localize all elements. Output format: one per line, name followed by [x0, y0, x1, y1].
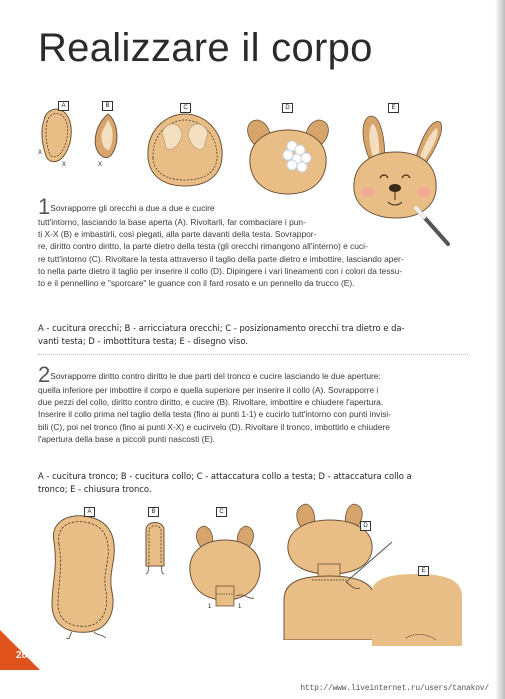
step1-line: re tutt'intorno (C). Rivoltare la testa attraverso il taglio della parte dietro e imbottire, lasciando aper-	[38, 253, 404, 264]
step2-instructions	[38, 362, 470, 445]
figure-label: E	[388, 103, 399, 113]
step2-line	[38, 362, 470, 387]
figure-label: B	[102, 101, 113, 111]
figure-label: E	[418, 566, 429, 576]
page-edge	[495, 0, 505, 699]
figure-step2-c	[182, 516, 268, 612]
step1-line: re, diritto contro diritto, la parte dietro della testa (gli orecchi rimangono all'interno) e cuci-	[38, 241, 368, 252]
step-number: 2	[38, 362, 51, 387]
caption-line: A - cucitura tronco; B - cucitura collo; C - attaccatura collo a testa; D - attaccatura collo a	[38, 471, 412, 481]
step-number: 1	[38, 194, 51, 219]
figure-step2-a	[42, 512, 134, 640]
step2-caption	[38, 470, 470, 495]
mark-x: X	[62, 162, 67, 168]
step2-line: bili (C), poi nel tronco (fino ai punti X-X) e cucirvelo (D). Rivoltare il tronco, imbottirlo e chiudere	[38, 421, 390, 432]
step1-line-text: Sovrapporre gli orecchi a due a due e cucire	[50, 203, 215, 213]
figure-label: A	[84, 507, 95, 517]
figure-step1-d	[240, 108, 336, 198]
step2-line: Inserire il collo prima nel taglio della testa (fino ai punti 1-1) e cucirlo tutt'intorno con punti invisi-	[38, 409, 392, 420]
step2-line-text: Sovrapporre diritto contro diritto le due parti del tronco e cucire lasciando le due aperture:	[50, 371, 381, 381]
step1-instructions	[38, 194, 470, 289]
step1-line: to e il pennellino e "sporcare" le guance con il fard rosato e un pennello da trucco (E).	[38, 278, 355, 289]
page-number: 28	[16, 650, 28, 661]
mark-x: X	[38, 150, 43, 156]
figure-label: C	[180, 103, 191, 113]
figure-step1-b	[88, 110, 128, 176]
step1-line: ti X-X (B) e imbastirli, così piegati, alla parte davanti della testa. Sovrappor-	[38, 229, 317, 240]
caption-line: tronco; E - chiusura tronco.	[38, 483, 152, 494]
mark-one: 1	[238, 604, 242, 610]
step1-caption	[38, 322, 470, 347]
figure-label: C	[216, 507, 227, 517]
caption-line: vanti testa; D - imbottitura testa; E - disegno viso.	[38, 335, 249, 346]
step2-line: quella inferiore per imbottire il corpo e quella superiore per inserire il collo (A). Sovrapporre i	[38, 385, 379, 395]
figure-label: A	[58, 101, 69, 111]
figure-step1-c	[142, 108, 228, 188]
figure-label: B	[148, 507, 159, 517]
mark-x: X	[98, 162, 103, 168]
figure-step2-b	[140, 516, 170, 576]
step2-line: l'apertura della base a piccoli punti nascosti (E).	[38, 433, 216, 444]
page-title: Realizzare il corpo	[38, 26, 373, 70]
figure-step1-a	[34, 104, 84, 176]
section-divider	[38, 354, 468, 355]
figure-label: D	[282, 103, 293, 113]
step1-line: tutt'intorno, lasciando la base aperta (A). Rivoltarli, far combaciare i pun-	[38, 217, 306, 227]
step1-line	[38, 194, 470, 219]
caption-line: A - cucitura orecchi; B - arricciatura orecchi; C - posizionamento orecchi tra dietro e da-	[38, 323, 405, 333]
step1-line: to nella parte dietro il taglio per inserire il collo (D). Dipingere i vari lineamenti con i colori da tessu-	[38, 265, 403, 276]
watermark-url: http://www.liveinternet.ru/users/tanakov/	[300, 684, 489, 693]
step2-line: due pezzi del collo, diritto contro diritto, e cucire (B). Rivoltare, imbottire e chiudere l'apertura.	[38, 397, 384, 408]
figure-label: D	[360, 521, 371, 531]
mark-one: 1	[208, 604, 212, 610]
figure-step2-e	[366, 572, 466, 646]
